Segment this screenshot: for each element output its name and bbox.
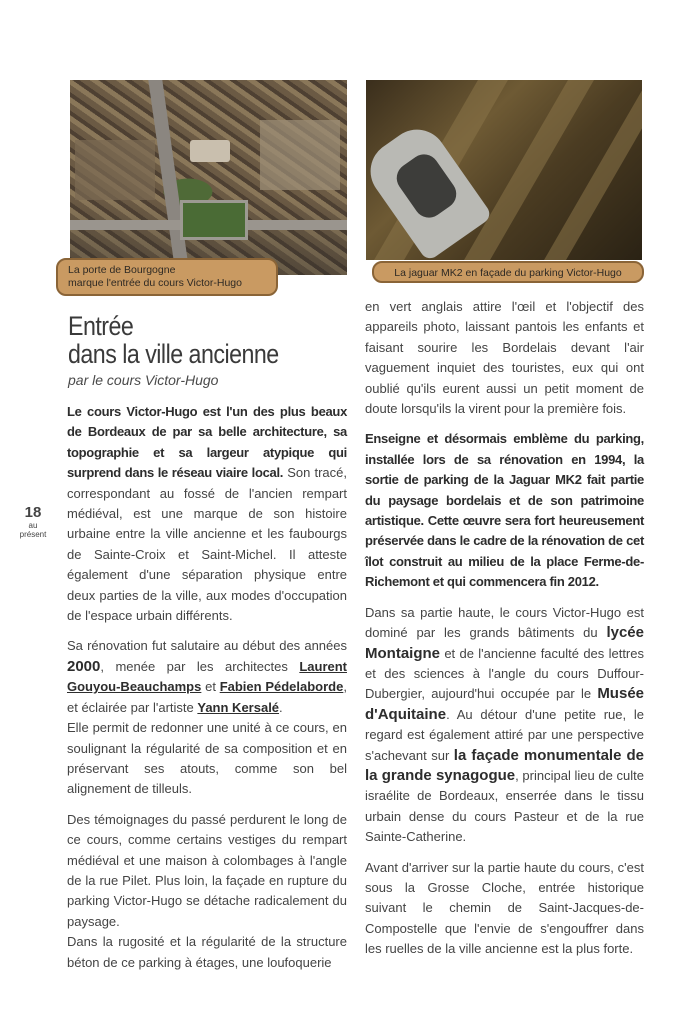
title-line1: Entrée [68, 311, 134, 341]
musee-aquitaine-highlight: Musée d'Aquitaine [365, 685, 644, 723]
paragraph [365, 603, 644, 848]
paragraph-text: . [279, 699, 283, 715]
paragraph-lead: Le cours Victor-Hugo est l'un des plus beaux de Bordeaux de par sa belle architecture, sa topographie et sa largeur atypique qui surprend dans le réseau viaire local. [67, 404, 347, 481]
paragraph-text: Dans sa partie haute, le cours Victor-Hugo est dominé par les grands bâtiments du [365, 604, 644, 641]
left-column [67, 402, 347, 983]
porte-de-bourgogne-photo [70, 80, 347, 275]
caption-right: La jaguar MK2 en façade du parking Victor-Hugo [372, 261, 644, 283]
paragraph [67, 636, 347, 718]
building-block [75, 140, 155, 200]
page-number [18, 505, 48, 539]
caption-left-line1: La porte de Bourgogne [68, 264, 176, 276]
caption-left-line2: marque l'entrée du cours Victor-Hugo [68, 277, 242, 289]
paragraph-text: Sa rénovation fut salutaire au début des années [67, 638, 347, 654]
paragraph: Des témoignages du passé perdurent le long de ce cours, comme certains vestiges du rempart médiéval et une maison à colombages à l'angle de la rue Pilet. Plus loin, la façade en rupture du parking Victor-Hugo se détache radicalement du paysage. [67, 811, 347, 929]
paragraph [67, 402, 347, 626]
paragraph: en vert anglais attire l'œil et l'objectif des appareils photo, laissant pantois les enfants et faisant sourire les Bordelais devant l'air vaguement inquiet des touristes, eux qui ont oublié qu'ils eurent aussi un petit moment de doute lorsqu'ils la virent pour la première fois. [365, 299, 644, 417]
caption-left [56, 258, 278, 296]
artist-name: Yann Kersalé [197, 699, 280, 715]
gate-arch [190, 140, 230, 162]
right-column [365, 297, 644, 970]
page-label-line1: au [28, 521, 38, 530]
paragraph-text: , principal lieu de culte israélite de Bordeaux, enserrée dans le tissu urbain dense du cours Pasteur et de la rue Sainte-Catherine. [365, 767, 644, 845]
paragraph-text: et [201, 679, 220, 695]
architect-name-1: Laurent Gouyou-Beauchamps [67, 658, 347, 695]
paragraph-text: , menée par les architectes [100, 658, 300, 674]
jaguar-mk2-photo [366, 80, 642, 260]
lycee-montaigne-highlight: lycée Montaigne [365, 624, 644, 662]
year-highlight: 2000 [67, 657, 101, 675]
architect-name-2: Fabien Pédelaborde [219, 679, 344, 695]
paragraph-lead: Enseigne et désormais emblème du parking, installée lors de sa rénovation en 1994, la sortie de parking de la Jaguar MK2 fait partie du paysage bordelais et de son patrimoine artistique. Cette œuvre sera fort heureusement préservée dans le cadre de la rénovation de cet îlot construit au milieu de la place Ferme-de-Richemont et qui commencera fin 2012. [365, 431, 644, 590]
paragraph: Avant d'arriver sur la partie haute du cours, c'est sous la Grosse Cloche, entrée historique suivant le chemin de Saint-Jacques-de-Compostelle que l'envie de s'engouffrer dans les ruelles de la ville ancienne est la plus forte. [365, 859, 644, 957]
plaza [180, 200, 248, 240]
article-subtitle: par le cours Victor-Hugo [68, 372, 219, 388]
title-line2: dans la ville ancienne [68, 339, 279, 369]
page-label-line2: présent [19, 530, 47, 539]
paragraph-text: Son tracé, correspondant au fossé de l'ancien rempart médiéval, est une marque de son histoire urbaine entre la ville ancienne et les faubourgs de Sainte-Croix et Saint-Michel. Il atteste également d'une séparation physique entre deux parties de la ville, aux modes d'occupation de l'espace urbain différents. [67, 465, 347, 624]
article-title [68, 312, 279, 368]
paragraph-text: , et éclairée par l'artiste [67, 679, 347, 715]
paragraph: Elle permit de redonner une unité à ce cours, en soulignant la régularité de sa composition et en préservant ses atouts, comme son bel alignement de tilleuls. [67, 720, 347, 797]
paragraph-text: et de l'ancienne faculté des lettres et des sciences à l'angle du cours Duffour-Dubergier, aujourd'hui occupée par le [365, 645, 644, 702]
paragraph: Dans la rugosité et la régularité de la structure béton de ce parking à étages, une loufoquerie [67, 934, 347, 970]
building-block [260, 120, 340, 190]
synagogue-highlight: la façade monumentale de la grande synagogue [365, 746, 644, 784]
page-number-value: 18 [24, 504, 42, 521]
paragraph-text: . Au détour d'une petite rue, le regard est également attiré par une perspective s'achevant sur [365, 706, 644, 763]
